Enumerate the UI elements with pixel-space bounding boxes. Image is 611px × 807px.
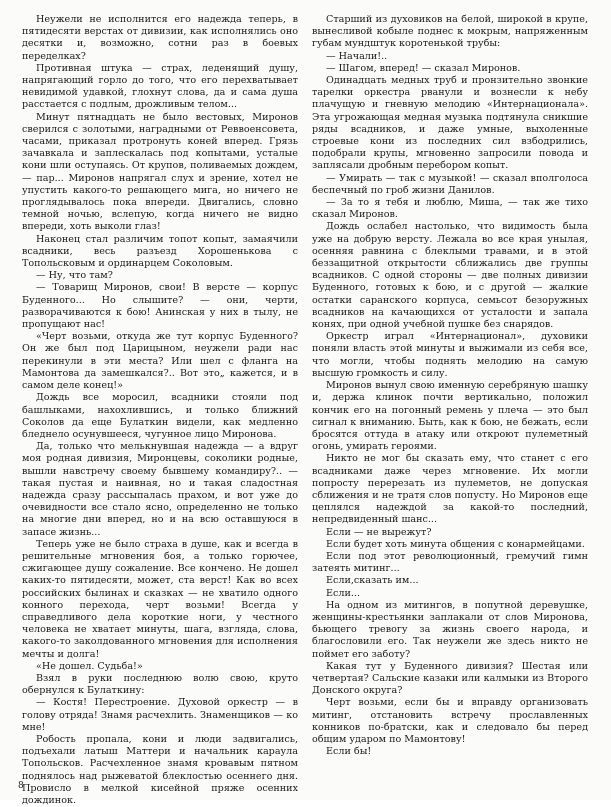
- paragraph: Неужели не исполнится его надежда теперь, в пятидесяти верстах от дивизии, как исполнялись оно десятки и, возможно, сотни раз в боевых переделках?: [22, 14, 298, 62]
- paragraph: — Начали!..: [326, 50, 388, 62]
- left-text-column: [22, 14, 298, 806]
- paragraph: Если — не вырежут?: [326, 526, 432, 538]
- paragraph: — Ну, что там?: [36, 270, 113, 282]
- paragraph: Если под этот революционный, гремучий гимн затеять митинг...: [312, 550, 588, 575]
- paragraph: «Не дошел. Судьба!»: [36, 660, 143, 672]
- paragraph: Старший из духовиков на белой, широкой в крупе, вынесливой кобыле поднес к мокрым, напряженным губам мундштук коротенькой трубы:: [312, 14, 588, 50]
- paragraph: Дождь все моросил, всадники стояли под башлыками, нахохлившись, и только ближний Соколов да еще Булаткин видели, как медленно бледнело осунувшееся, чугунное лицо Миронова.: [22, 392, 298, 440]
- paragraph: Черт возьми, если бы и вправду организовать митинг, отстановить встречу прославленных конников по-братски, как и следовало бы перед общим ударом по Мамонтову!: [312, 697, 588, 745]
- paragraph: Противная штука — страх, леденящий душу, напрягающий горло до того, что его перехватывает невидимой удавкой, глохнут слова, да и сама душа расстается с подлым, дрожливым телом...: [22, 62, 298, 111]
- paragraph: — Шагом, вперед! — сказал Миронов.: [326, 62, 521, 74]
- paragraph: Если бы!: [326, 746, 372, 758]
- paragraph: — Костя! Перестроение. Духовой оркестр — в голову отряда! Знамя расчехлить. Знаменщиков — ко мне!: [22, 697, 298, 733]
- paragraph: Миронов вынул свою именную серебряную шашку и, держа клинок почти вертикально, положил кончик его на погонный ремень у плеча — это был сигнал к вниманию. Быть, как к бою, не бежать, если бросятся оттуда в атаку или откроют пулеметный огонь, умирать героями.: [312, 380, 588, 453]
- paragraph: Взял в руки последнюю волю свою, круто обернулся к Булаткину:: [22, 672, 298, 697]
- page-number: 8: [18, 781, 24, 791]
- paragraph: — Товарищ Миронов, свои! В версте — корпус Буденного... Но слышите? — они, черти, разворачиваются к бою! Анинская у них в тылу, не пропущают нас!: [22, 282, 298, 331]
- paragraph: Никто не мог бы сказать ему, что станет с его всадниками даже через мгновение. Их могли попросту перерезать из пулеметов, не допуская сближения и не тратя слов попусту. Но Миронов еще цеплялся надеждой за какой-то последний, непредвиденный шанс...: [312, 453, 588, 526]
- paragraph: На одном из митингов, в попутной деревушке, женщины-крестьянки заплакали от слов Миронова, бьющего тревогу за жизнь своего народа, и благословили его. Так неужели же здесь никто не поймет его заботу?: [312, 599, 588, 660]
- paragraph: «Черт возьми, откуда же тут корпус Буденного? Он же был под Царицыном, неужели ради нас перекинули в эти места? Или шел с фланга на Мамонтова да замешкался?.. Вот это„ кажется, и в самом деле конец!»: [22, 331, 298, 392]
- paragraph: Теперь уже не было страха в душе, как и всегда в решительные мгновения боя, а только горючее, сжигающее душу сожаление. Все кончено. Не дошел каких-то пятидесяти, может, ста верст! Как во всех российских былинах и сказках — не хватило одного конного перехода, черт возьми! Всегда у справедливого дела короткие ноги, у честного человека не хватает минуты, шага, взгляда, слова, какого-то заколдованного мгновения для исполнения мечты и долга!: [22, 538, 298, 660]
- paragraph: Дождь ослабел настолько, что видимость была уже на добрую версту. Лежала во все края унылая, осенняя равнина с блеклыми травами, и в этой беззащитной открытости сближались две группы всадников. С одной стороны — две полных дивизии Буденного, готовых к бою, и с другой — жалкие остатки саранского корпуса, семьсот безоружных всадников на качающихся от усталости и запала конях, при одной учебной пушке без снарядов.: [312, 221, 588, 331]
- paragraph: Если,сказать им...: [326, 575, 419, 587]
- paragraph: — Умирать — так с музыкой! — сказал вполголоса беспечный по гроб жизни Данилов.: [312, 172, 588, 196]
- paragraph: Одинадцать медных труб и пронзительно звонкие тарелки оркестра рванули и вознесли к небу плачущую и гневную мелодию «Интернационала». Эта угрожающая медная музыка подтянула сникшие ряды всадников, и даже умные, выхоленные строевые кони из последних сил взбодрились, подобрали крупы, мгновенно запросили повода и заплясали дробным перебором копыт.: [312, 75, 588, 172]
- paragraph: Какая тут у Буденного дивизия? Шестая или четвертая? Сальские казаки или калмыки из Второго Донского округа?: [312, 660, 588, 697]
- paragraph: Если будет хоть минута общения с конармейцами.: [326, 538, 585, 550]
- paragraph: Робость пропала, кони и люди задвигались, подъехали латыш Маттери и начальник караула Топольсков. Расчехленное знамя кровавым пятном поднялось над рыжеватой блеклостью осеннего дня. Провисло в мелкой кисейной пряже осенних дождинок.: [22, 733, 298, 806]
- paragraph: — За то я тебя и люблю, Миша, — так же тихо сказал Миронов.: [312, 197, 588, 221]
- paragraph: Минут пятнадцать не было вестовых, Миронов сверился с золотыми, наградными от Реввоенсовета, часами, приказал протронуть коней вперед. Грязь зачавкала и заплескалась под копытами, усталые кони шли оступаясь. От крупов, поливаемых дождем, — пар... Миронов напрягал слух и зрение, хотел не упустить какого-то решающего мига, но ничего не проглядывалось пока впереди. Двигались, словно темной ночью, вслепую, когда ничего не видно впереди, хоть выколи глаз!: [22, 111, 298, 233]
- paragraph: Да, только что мелькнувшая надежда — а вдруг моя родная дивизия, Миронцевы, соколики родные, вышли навстречу своему бывшему командиру?.. — такая пустая и наивная, но и такая сладостная надежда сразу рассыпалась прахом, и вот уже до очевидности все стало ясно, определенно не только на многие дни вперед, но и на всю оставшуюся в запасе жизнь...: [22, 441, 298, 538]
- paragraph: Наконец стал различим топот копыт, замаячили всадники, весь разъезд Хорошенькова с Топольсковым и ординарцем Соколовым.: [22, 233, 298, 270]
- paragraph: Оркестр играл «Интернационал», духовики поняли власть этой минуты и выжимали из себя все, что могли, чтобы поднять мелодию на самую высшую громкость и силу.: [312, 331, 588, 379]
- right-text-column: [312, 14, 588, 784]
- paragraph: Если...: [326, 587, 361, 599]
